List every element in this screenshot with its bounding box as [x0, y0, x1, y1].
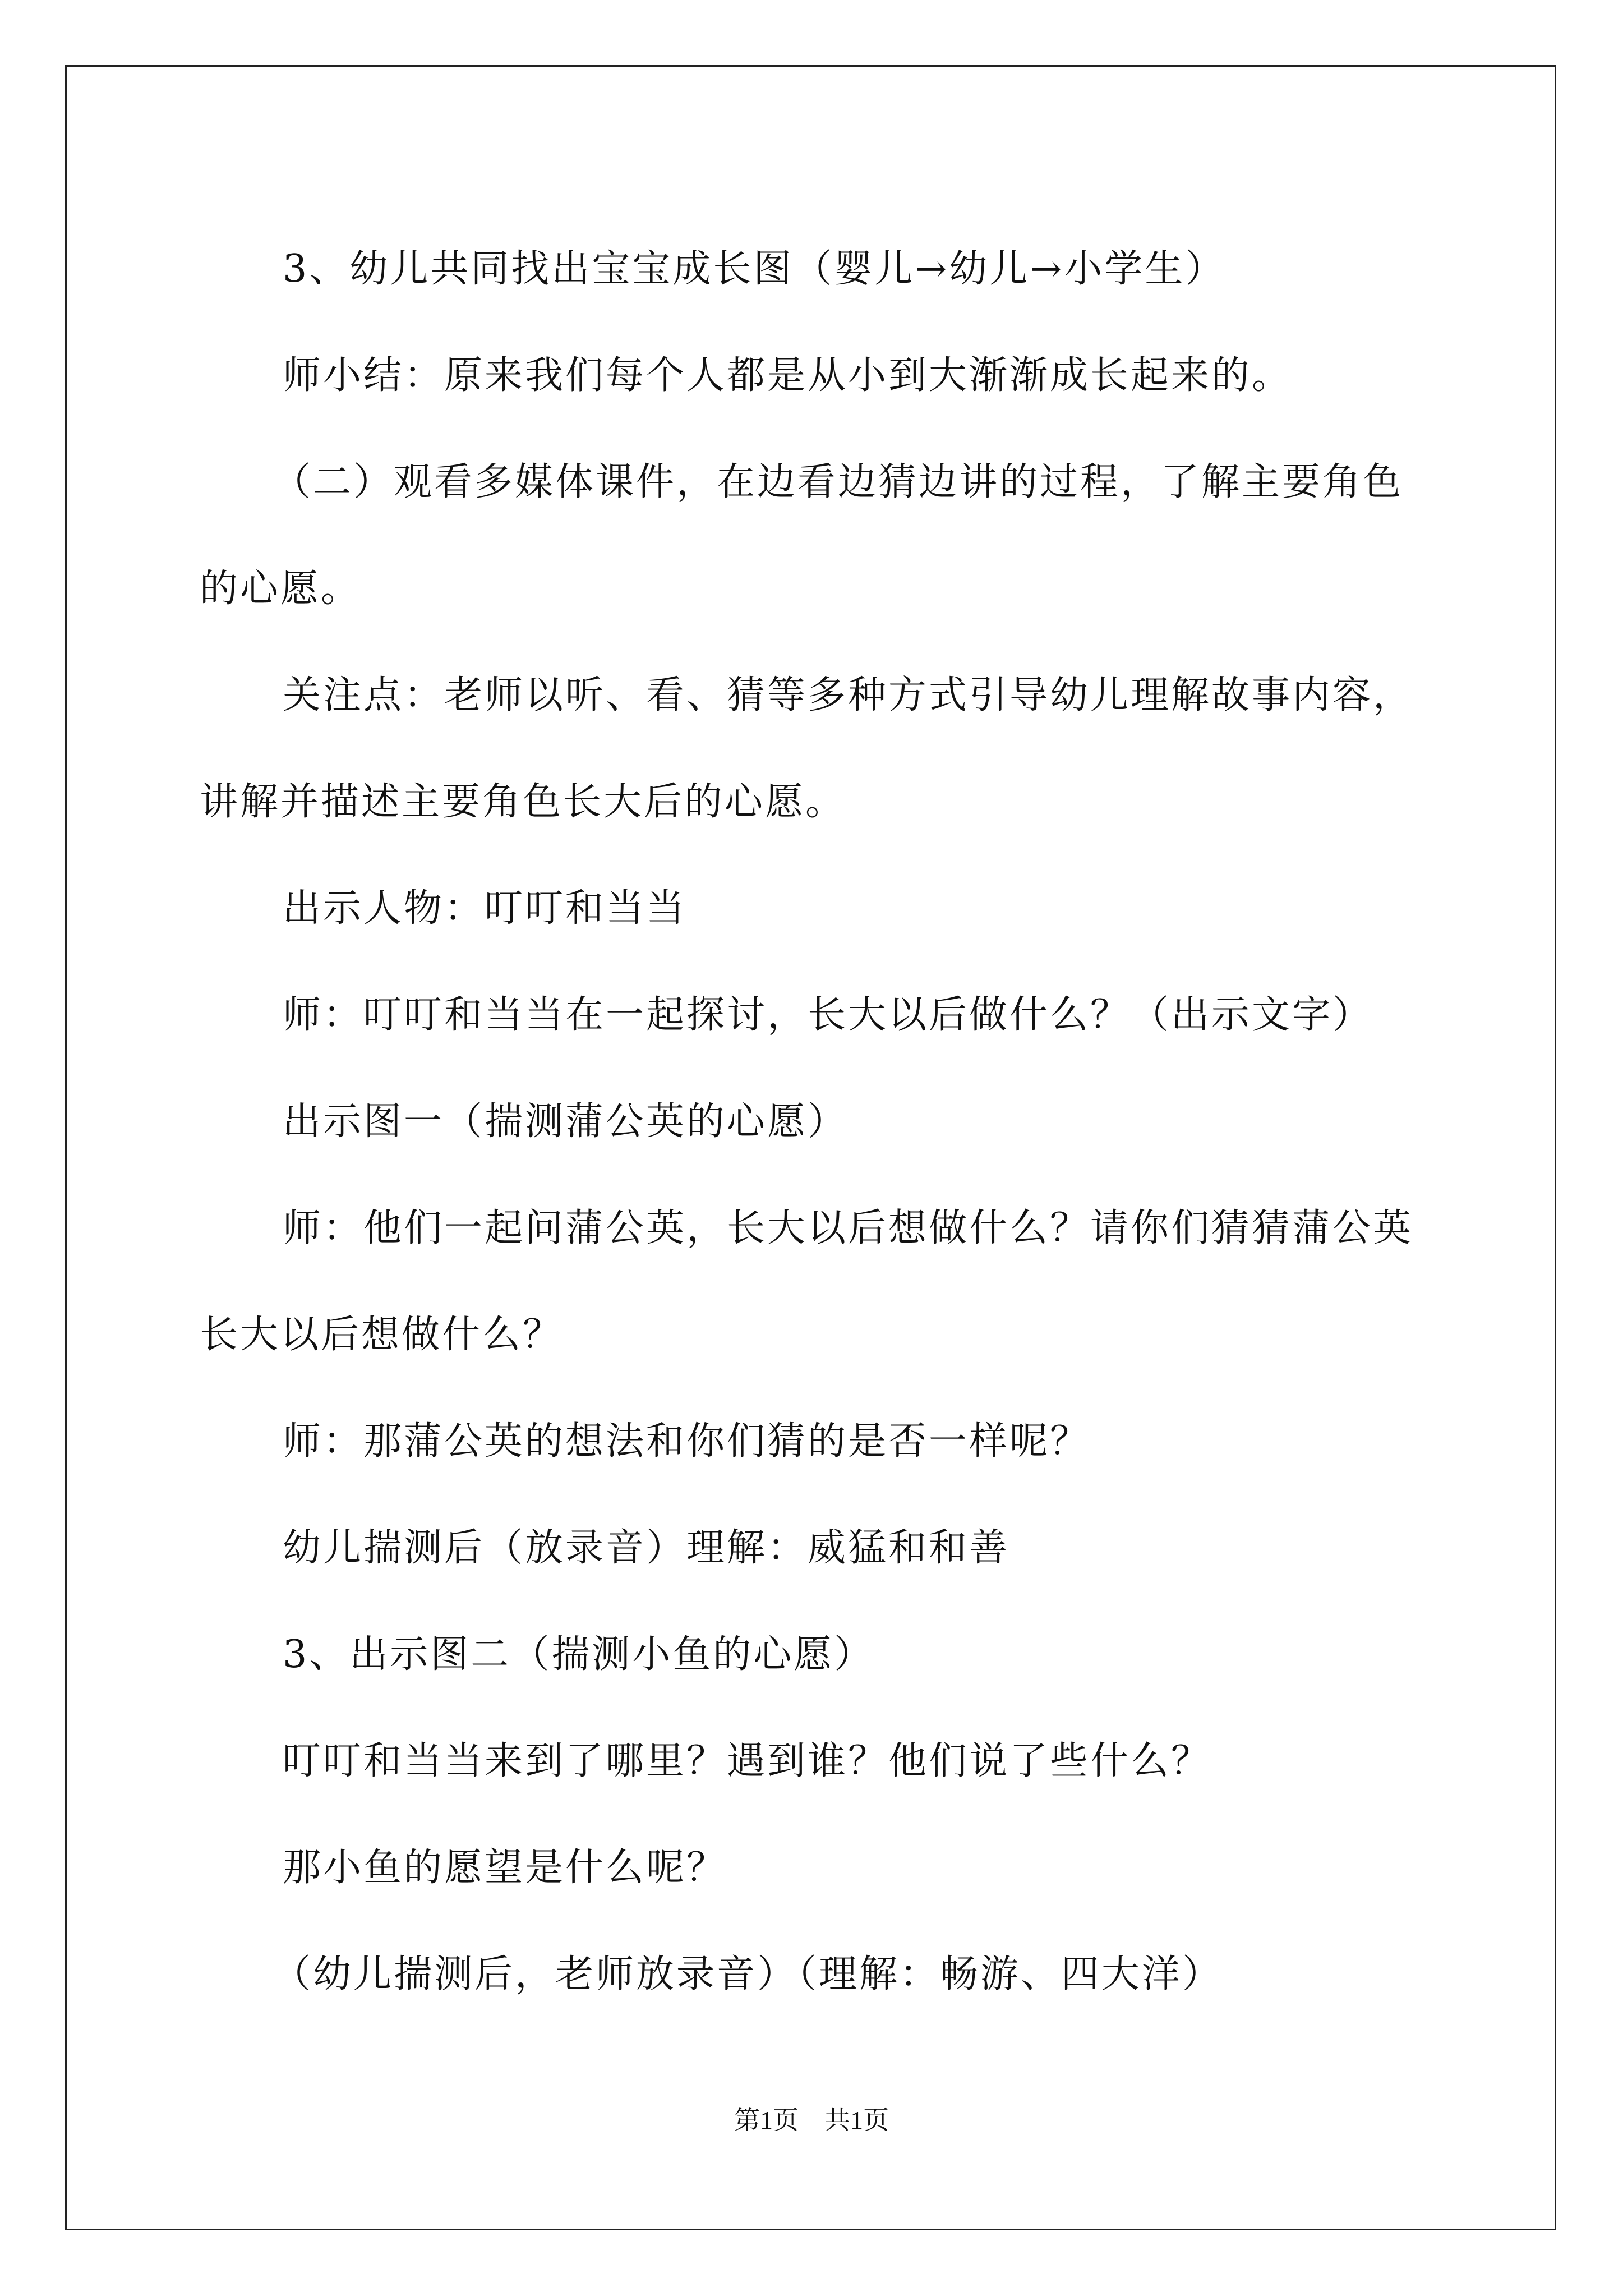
paragraph: 3、幼儿共同找出宝宝成长图（婴儿→幼儿→小学生） [283, 247, 1226, 291]
paragraph: 师小结：原来我们每个人都是从小到大渐渐成长起来的。 [283, 353, 1293, 398]
paragraph: 师：叮叮和当当在一起探讨，长大以后做什么？（出示文字） [283, 993, 1373, 1037]
paragraph: 出示人物：叮叮和当当 [283, 886, 687, 931]
document-body [200, 216, 1433, 2028]
page-number-current: 第1页 [734, 2106, 799, 2134]
paragraph: 师：他们一起问蒲公英，长大以后想做什么？请你们猜猜蒲公英 [283, 1206, 1414, 1250]
paragraph: （幼儿揣测后，老师放录音）（理解：畅游、四大洋） [273, 1952, 1223, 1996]
paragraph: 幼儿揣测后（放录音）理解：威猛和和善 [283, 1526, 1010, 1570]
paragraph: 的心愿。 [200, 567, 362, 611]
paragraph: 长大以后想做什么？ [200, 1313, 564, 1357]
paragraph: 那小鱼的愿望是什么呢？ [283, 1846, 727, 1890]
paragraph: 3、出示图二（揣测小鱼的心愿） [283, 1632, 875, 1677]
page-number-total: 共1页 [824, 2106, 889, 2134]
paragraph: （二）观看多媒体课件，在边看边猜边讲的过程，了解主要角色 [273, 460, 1404, 504]
paragraph: 叮叮和当当来到了哪里？遇到谁？他们说了些什么？ [283, 1739, 1212, 1783]
page-footer [0, 2104, 1623, 2137]
paragraph: 关注点：老师以听、看、猜等多种方式引导幼儿理解故事内容， [283, 673, 1414, 717]
paragraph: 讲解并描述主要角色长大后的心愿。 [200, 780, 846, 824]
paragraph: 出示图一（揣测蒲公英的心愿） [283, 1099, 849, 1144]
paragraph: 师：那蒲公英的想法和你们猜的是否一样呢？ [283, 1419, 1091, 1464]
